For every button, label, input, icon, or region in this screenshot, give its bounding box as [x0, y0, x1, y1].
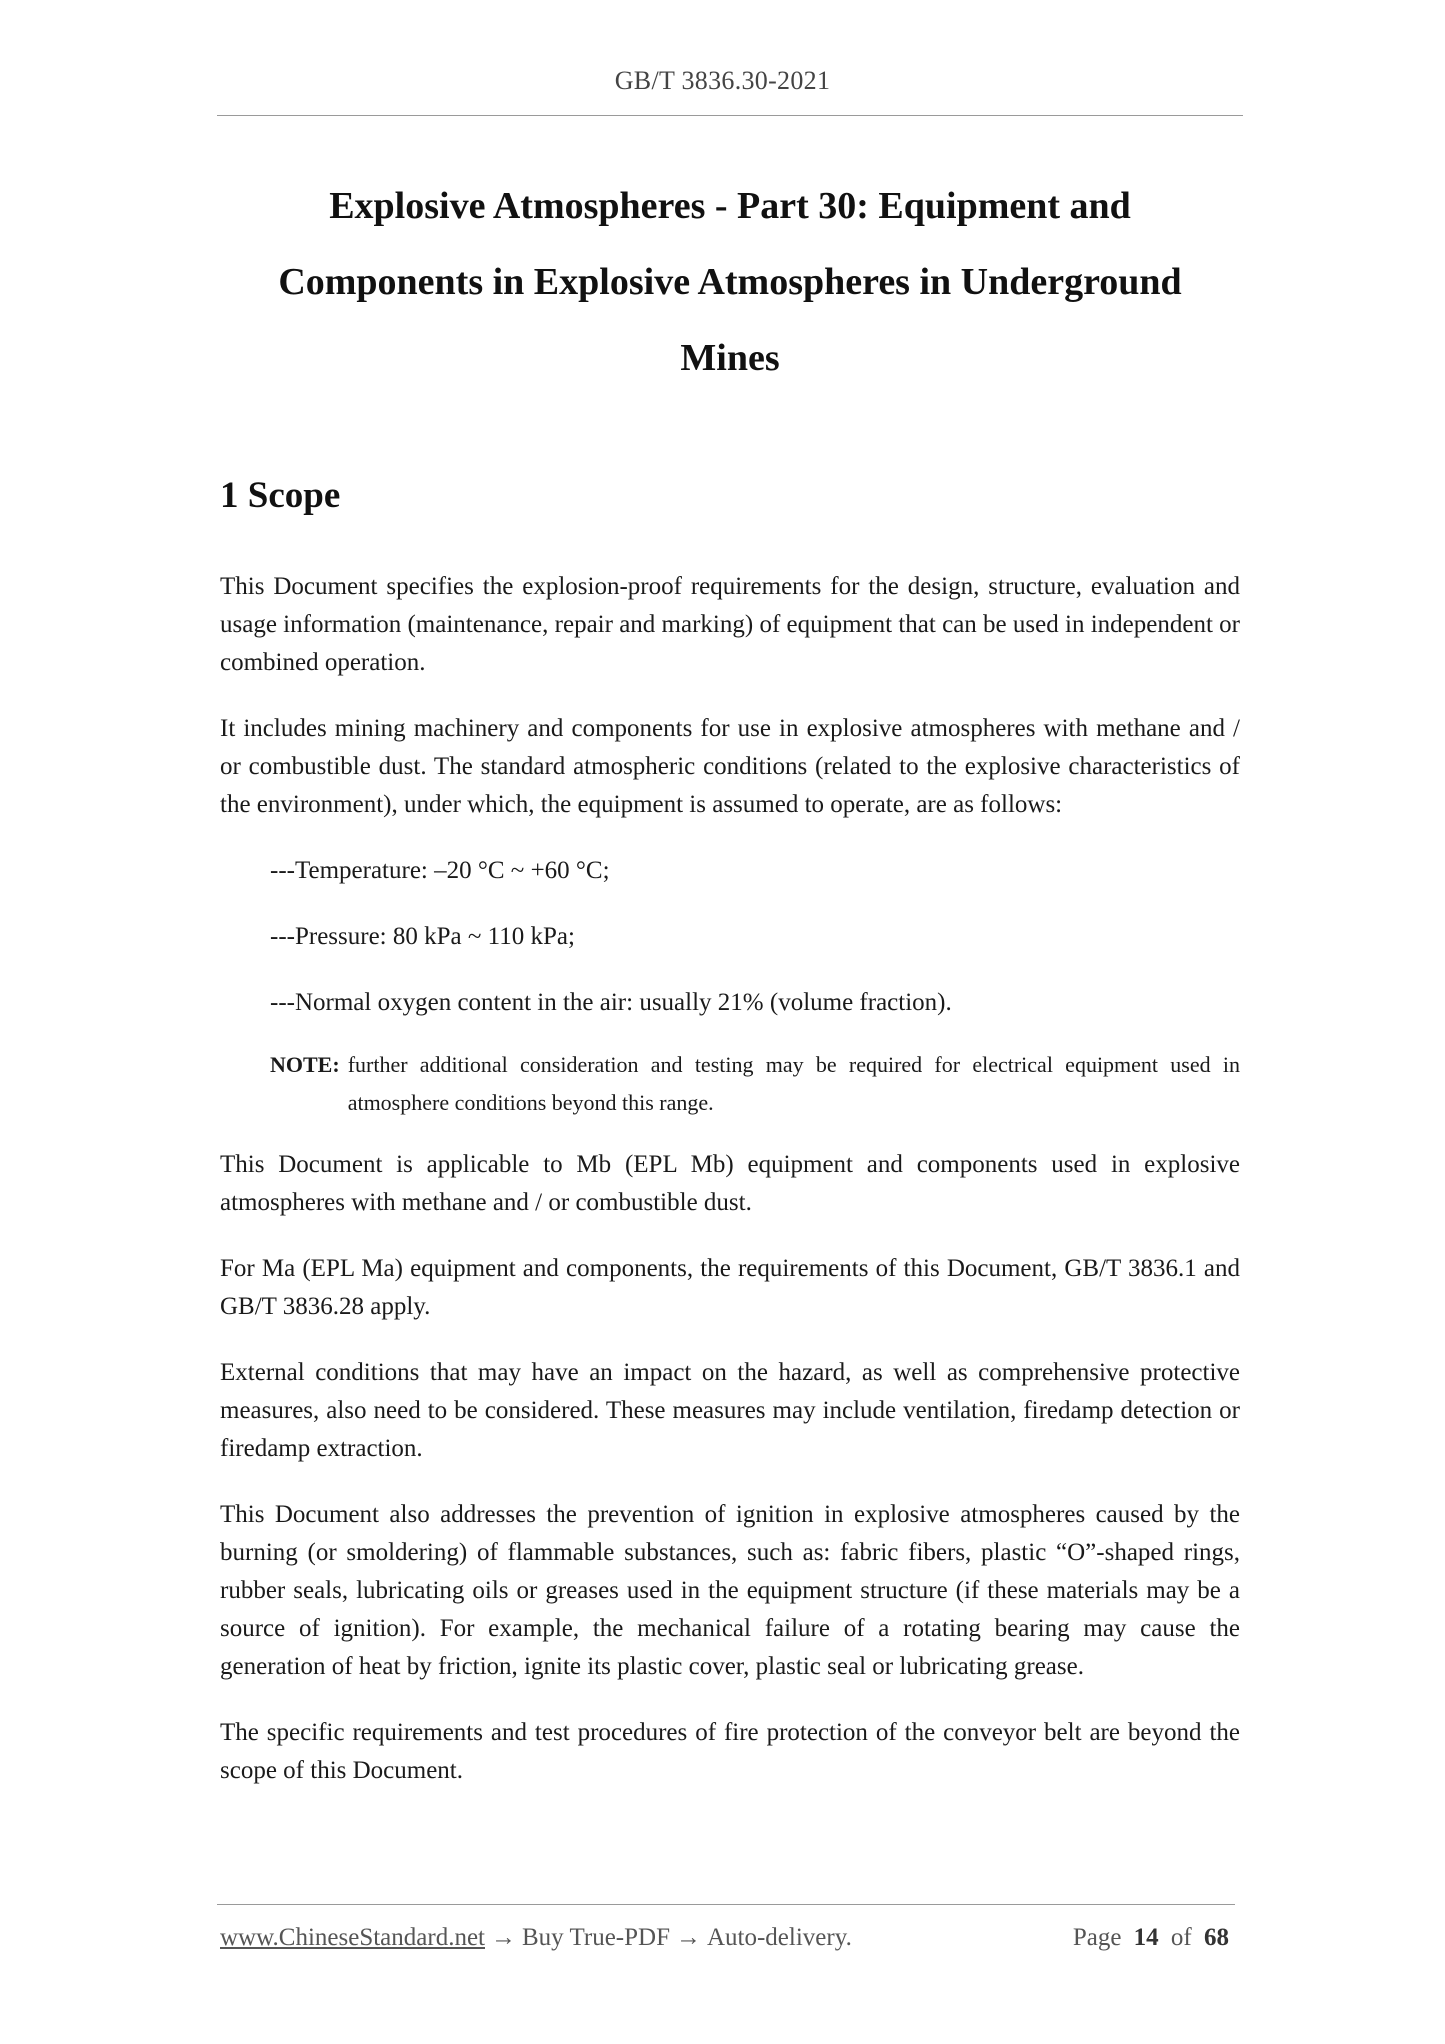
title-line-1: Explosive Atmospheres - Part 30: Equipment and: [329, 185, 1131, 227]
buy-true-pdf-text: Buy True-PDF: [522, 1924, 670, 1951]
title-line-3: Mines: [680, 337, 780, 379]
auto-delivery-text: Auto-delivery.: [706, 1924, 852, 1951]
paragraph-5: External conditions that may have an impact on the hazard, as well as comprehensive protective measures, also need to be considered. These measures may include ventilation, firedamp detection or firedamp extraction.: [220, 1359, 1240, 1462]
paragraph-7: The specific requirements and test procedures of fire protection of the conveyor belt are beyond the scope of this Document.: [220, 1719, 1240, 1784]
arrow-right-icon: →: [675, 1924, 701, 1951]
header-divider: [217, 115, 1243, 116]
condition-oxygen: ---Normal oxygen content in the air: usually 21% (volume fraction).: [270, 989, 952, 1016]
footer-promo: [220, 1924, 852, 1952]
paragraph-2: It includes mining machinery and components for use in explosive atmospheres with methane and / or combustible dust. The standard atmospheric conditions (related to the explosive characteristics of the environment), under which, the equipment is assumed to operate, are as follows:: [220, 715, 1240, 818]
document-title: [217, 168, 1243, 396]
title-line-2: Components in Explosive Atmospheres in Underground: [278, 261, 1182, 303]
section-heading-scope: 1 Scope: [220, 475, 341, 516]
note-block: [270, 1046, 1240, 1122]
page-total: 68: [1204, 1924, 1229, 1951]
note-label: NOTE:: [270, 1052, 340, 1077]
page-current: 14: [1133, 1924, 1159, 1951]
condition-temperature: ---Temperature: –20 °C ~ +60 °C;: [270, 857, 610, 884]
website-link[interactable]: www.ChineseStandard.net: [220, 1924, 485, 1951]
page-of-label: of: [1170, 1924, 1192, 1951]
footer-divider: [217, 1904, 1235, 1905]
paragraph-3: This Document is applicable to Mb (EPL Mb) equipment and components used in explosive atmospheres with methane and / or combustible dust.: [220, 1151, 1240, 1216]
page-label: Page: [1072, 1924, 1122, 1951]
section-body: [220, 568, 1240, 1818]
page-footer: [220, 1924, 1235, 1952]
page-number: [1073, 1924, 1235, 1952]
paragraph-4: For Ma (EPL Ma) equipment and components, the requirements of this Document, GB/T 3836.1 and GB/T 3836.28 apply.: [220, 1255, 1240, 1320]
arrow-right-icon: →: [491, 1924, 516, 1951]
paragraph-6: This Document also addresses the prevention of ignition in explosive atmospheres caused by the burning (or smoldering) of flammable substances, such as: fabric fibers, plastic “O”-shaped rings, rubber seals, lubricating oils or greases used in the equipment structure (if these materials may be a source of ignition). For example, the mechanical failure of a rotating bearing may cause the generation of heat by friction, ignite its plastic cover, plastic seal or lubricating grease.: [220, 1501, 1240, 1680]
standard-code-header: GB/T 3836.30-2021: [614, 66, 831, 95]
paragraph-1: This Document specifies the explosion-proof requirements for the design, structure, evaluation and usage information (maintenance, repair and marking) of equipment that can be used in independent or combined operation.: [220, 573, 1240, 676]
note-text: further additional consideration and testing may be required for electrical equipment used in atmosphere conditions beyond this range.: [347, 1052, 1240, 1115]
condition-pressure: ---Pressure: 80 kPa ~ 110 kPa;: [270, 923, 575, 950]
